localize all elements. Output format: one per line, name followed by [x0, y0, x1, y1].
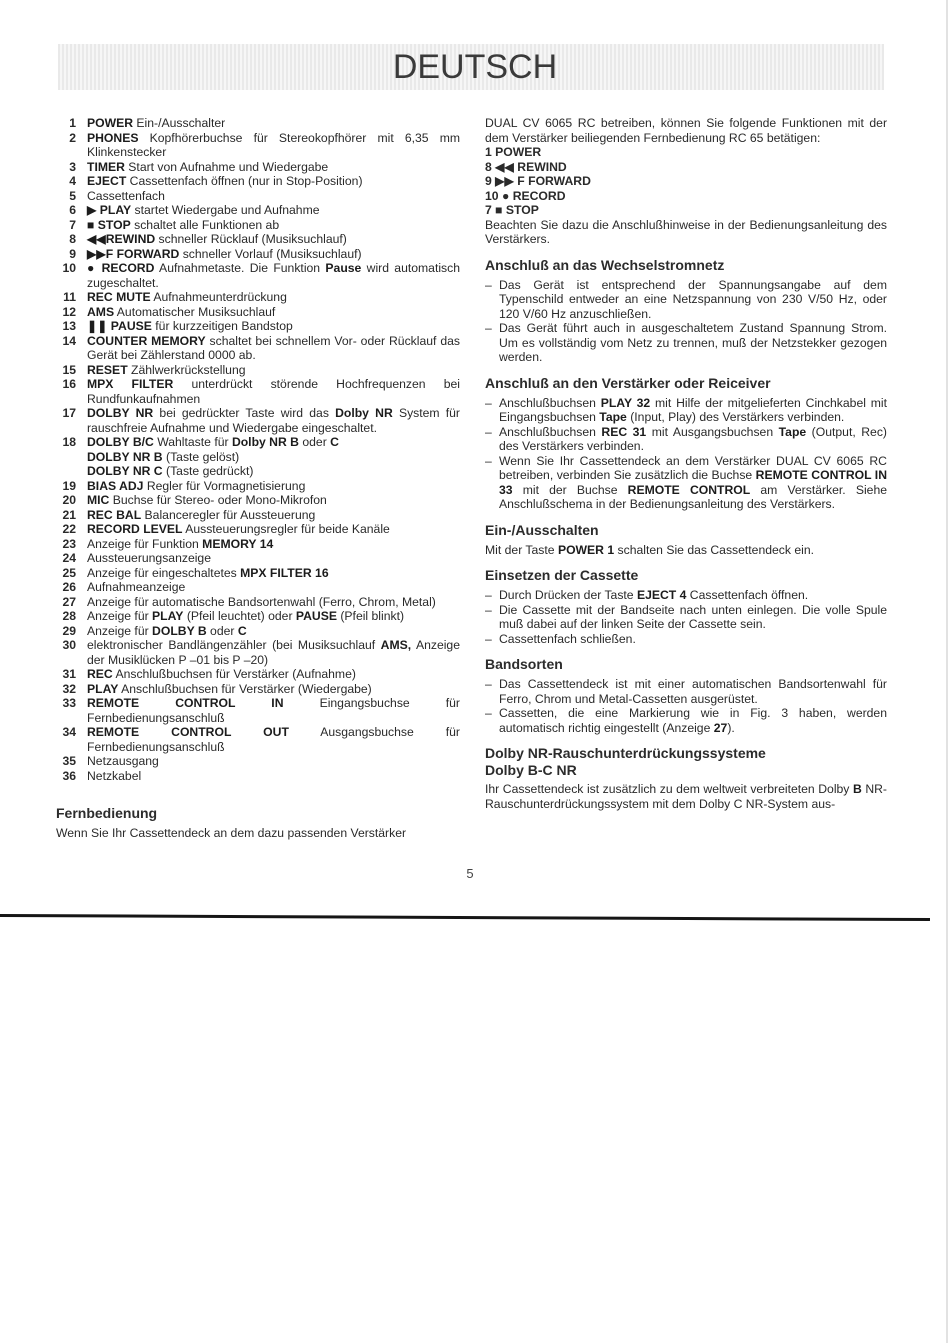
list-item [56, 334, 460, 363]
text-run: (Pfeil blinkt) [336, 609, 405, 623]
text-run: Anschlußbuchsen [499, 424, 602, 439]
bold-term: DOLBY B/C [87, 435, 154, 449]
text-run: Netzkabel [87, 768, 142, 783]
dash-marker: – [485, 395, 492, 410]
dash-marker: – [485, 677, 492, 691]
bold-term: 27 [713, 720, 728, 735]
text-run: Zählwerkrückstellung [127, 362, 246, 377]
bullet-text [499, 454, 887, 512]
list-item [56, 725, 460, 754]
item-number: 6 [69, 203, 76, 217]
item-number: 32 [62, 681, 76, 696]
item-number: 11 [63, 290, 76, 304]
text-run: (Pfeil leuchtet) oder [183, 609, 296, 623]
item-text [87, 174, 460, 189]
text-run: (Taste gedrückt) [162, 464, 254, 478]
bold-term: ▶ PLAY [87, 203, 132, 217]
page-title: DEUTSCH [392, 48, 558, 86]
item-number: 17 [62, 406, 76, 420]
bold-term: Pause [325, 261, 362, 275]
item-number: 26 [62, 580, 76, 594]
dolby-text [485, 782, 887, 811]
item-text [87, 305, 460, 320]
bold-term: Tape [599, 410, 627, 424]
list-item [56, 363, 460, 378]
list-item [56, 232, 460, 247]
item-number: 35 [62, 754, 76, 768]
text-run: Das Gerät ist entsprechend der Spannungsangabe auf dem Typenschild entweder an eine Netzspannung von 230 V/50 Hz, oder 120 V/60 Hz anzuschließen. [499, 277, 887, 321]
bold-term: MPX FILTER [87, 377, 174, 391]
item-number: 19 [62, 478, 76, 493]
list-item [56, 377, 460, 406]
text-run: Anschlußbuchsen [499, 395, 601, 410]
item-text [87, 203, 460, 218]
item-number: 1 [69, 116, 76, 130]
text-run: Anschlußbuchsen für Verstärker (Wiedergabe) [118, 681, 372, 696]
bold-term: PLAY [152, 609, 184, 623]
item-number: 30 [62, 638, 76, 652]
text-run: Anschlußbuchsen für Verstärker (Aufnahme) [112, 667, 356, 681]
dash-marker: – [485, 602, 492, 617]
text-run: Das Gerät führt auch in ausgeschaltetem Zustand Spannung Strom. Um es vollständig vom Netz zu trennen, muß der Netzstekker gezogen werden. [499, 321, 887, 364]
item-text [87, 479, 460, 494]
item-text [87, 522, 460, 537]
bullet-item [485, 396, 887, 425]
item-number: 27 [62, 594, 76, 609]
list-item [56, 551, 460, 566]
bold-term: REMOTE CONTROL IN 33 [499, 468, 887, 497]
item-number: 36 [62, 768, 76, 783]
bullet-text [499, 632, 887, 647]
text-run: für kurzzeitigen Bandstop [151, 319, 293, 333]
bullet-text [499, 706, 887, 735]
bold-term: PLAY [87, 681, 119, 696]
list-item [56, 595, 460, 610]
list-item [56, 160, 460, 175]
remote-function-list [485, 145, 887, 218]
item-number: 15 [62, 362, 76, 377]
text-run: elektronischer Bandlängenzähler (bei Musiksuchlauf [87, 638, 381, 652]
text-run: Ausgangsbuchse für Fernbedienungsanschluß [87, 725, 460, 754]
list-item [56, 131, 460, 160]
item-number: 25 [62, 565, 76, 580]
list-item [56, 609, 460, 624]
item-text [87, 247, 460, 262]
list-item [56, 566, 460, 581]
text-run: bei gedrückter Taste wird das [153, 406, 336, 420]
bullet-text [499, 396, 887, 425]
bold-term: RESET [87, 362, 128, 377]
right-sections [485, 257, 887, 736]
bold-term: Tape [778, 424, 807, 439]
right-column [485, 116, 887, 811]
item-text [87, 290, 460, 305]
page-edge [946, 0, 948, 1343]
item-number: 24 [62, 551, 76, 565]
item-number: 33 [62, 696, 76, 710]
item-text [87, 189, 460, 204]
list-item [56, 624, 460, 639]
remote-intro: DUAL CV 6065 RC betreiben, können Sie folgende Funktionen mit der dem Verstärker beiliegenden Fernbedienung RC 65 betätigen: [485, 116, 887, 145]
item-number [56, 450, 87, 465]
text-run: (Taste gelöst) [162, 449, 240, 464]
dash-marker: – [485, 277, 492, 292]
bullet-item [485, 425, 887, 454]
item-text [87, 131, 460, 160]
bold-term: PAUSE [295, 609, 337, 623]
bold-term: EJECT [87, 174, 127, 188]
list-item [56, 464, 460, 479]
item-number: 5 [69, 188, 76, 203]
text-run: Aufnahmeunterdrückung [150, 290, 287, 304]
list-item [56, 493, 460, 508]
item-text [87, 696, 460, 725]
bold-term: Dolby NR [335, 406, 393, 420]
bold-term: DOLBY NR [87, 406, 154, 420]
text-run: ). [727, 720, 735, 735]
dash-marker: – [485, 706, 492, 720]
bold-term: ● RECORD [87, 261, 155, 275]
item-text [87, 537, 460, 552]
bold-term: MEMORY 14 [202, 536, 274, 551]
text-run: Wenn Sie Ihr Cassettendeck an dem Verstärker DUAL CV 6065 RC betreiben, verbinden Sie zusätzlich die Buchse [499, 453, 887, 482]
text-run: Balanceregler für Aussteuerung [141, 507, 316, 522]
list-item [56, 638, 460, 667]
dash-marker: – [485, 321, 492, 335]
list-item [56, 580, 460, 595]
item-text [87, 450, 460, 465]
bold-term: C [330, 435, 339, 449]
page-number: 5 [466, 866, 474, 881]
bullet-text [499, 677, 887, 706]
bold-term: AMS [87, 304, 115, 319]
bold-term: REC BAL [87, 507, 142, 522]
section-subtitle-dolby: Dolby B-C NR [485, 762, 577, 778]
list-item [56, 116, 460, 131]
fernbedienung-text: Wenn Sie Ihr Cassettendeck an dem dazu passenden Verstärker [56, 826, 407, 840]
text-run: System für rauschfreie Aufnahme und Wiedergabe eingeschaltet. [87, 406, 460, 435]
item-text [87, 682, 460, 697]
text-run: Anzeige für automatische Bandsortenwahl (Ferro, Chrom, Metal) [87, 594, 436, 609]
list-item [56, 479, 460, 494]
text-run: Netzausgang [87, 754, 159, 768]
text-run: Regler für Vormagnetisierung [143, 478, 306, 493]
list-item [56, 435, 460, 450]
left-column [56, 116, 460, 841]
item-number: 4 [69, 174, 76, 188]
bold-term: MIC [87, 493, 110, 507]
text-run: Ihr Cassettendeck ist zusätzlich zu dem weltweit verbreiteten Dolby [485, 782, 853, 796]
control-list [56, 116, 460, 783]
section-title-dolby: Dolby NR-Rauschunterdrückungssysteme [485, 745, 766, 761]
bullet-text [499, 588, 887, 603]
bold-term: EJECT 4 [636, 588, 687, 602]
bullet-text [499, 603, 887, 632]
bold-term: BIAS ADJ [87, 478, 144, 493]
list-item [56, 682, 460, 697]
list-item [56, 319, 460, 334]
text-run: schaltet alle Funktionen ab [130, 217, 280, 232]
bold-term: ■ STOP [87, 217, 131, 232]
item-text [87, 334, 460, 363]
text-run: mit Hilfe der mitgelieferten Cinchkabel mit Eingangsbuchsen [499, 395, 887, 424]
list-item [56, 537, 460, 552]
bold-term: POWER 1 [557, 542, 615, 557]
item-number: 20 [62, 493, 76, 507]
remote-function: 1 POWER [485, 145, 542, 159]
bullet-item [485, 588, 887, 603]
text-run: schneller Rücklauf (Musiksuchlauf) [155, 232, 347, 246]
bold-term: RECORD LEVEL [87, 522, 183, 536]
text-run: Cassettenfach [87, 188, 165, 203]
text-run: Anzeige für [87, 623, 153, 638]
list-item [56, 174, 460, 189]
item-text [87, 218, 460, 233]
section-title: Anschluß an das Wechselstromnetz [485, 256, 725, 273]
section-title: Anschluß an den Verstärker oder Reiceiver [485, 374, 771, 391]
bullet-item [485, 632, 887, 647]
item-text [87, 595, 460, 610]
item-number: 8 [69, 232, 76, 246]
text-run: schalten Sie das Cassettendeck ein. [614, 542, 815, 557]
text-run: Automatischer Musiksuchlauf [114, 304, 276, 319]
text-run: (Output, Rec) des Verstärkers verbinden. [499, 424, 887, 453]
item-number: 16 [62, 377, 76, 391]
item-text [87, 160, 460, 175]
list-item [56, 203, 460, 218]
dash-marker: – [485, 453, 492, 468]
remote-function: 8 ◀◀ REWIND [485, 159, 567, 174]
text-run: Anzeige für Funktion [87, 536, 203, 551]
item-text [87, 754, 460, 769]
text-run: schneller Vorlauf (Musiksuchlauf) [179, 246, 362, 261]
bold-term: REMOTE CONTROL IN [87, 696, 284, 710]
bold-term: ▶▶F FORWARD [87, 246, 180, 261]
item-text [87, 377, 460, 406]
item-text [87, 769, 460, 784]
text-run: startet Wiedergabe und Aufnahme [131, 203, 320, 217]
bold-term: TIMER [87, 159, 125, 174]
bullet-item [485, 603, 887, 632]
bullet-item [485, 677, 887, 706]
bold-term: REMOTE CONTROL OUT [87, 725, 289, 739]
text-run: mit Ausgangsbuchsen [646, 424, 779, 439]
bullet-item [485, 278, 887, 322]
list-item [56, 769, 460, 784]
remote-note: Beachten Sie dazu die Anschlußhinweise in der Bedienungsanleitung des Verstärkers. [485, 217, 887, 246]
dash-marker: – [485, 588, 492, 602]
item-text [87, 624, 460, 639]
bold-term: REC [87, 667, 113, 681]
text-run: oder [298, 435, 331, 449]
text-run: oder [206, 623, 238, 638]
remote-function: 10 ● RECORD [485, 188, 566, 203]
section-title-fernbedienung: Fernbedienung [56, 805, 158, 821]
text-run: Aufnahmetaste. Die Funktion [154, 261, 326, 275]
text-run: Cassettenfach öffnen. [686, 588, 809, 602]
bullet-text [499, 321, 887, 365]
text-run: am Verstärker. Siehe Anschlußschema in der Bedienungsanleitung des Verstärkers. [499, 482, 888, 511]
bullet-text [499, 278, 887, 322]
item-text [87, 638, 460, 667]
item-text [87, 319, 460, 334]
list-item [56, 522, 460, 537]
list-item [56, 508, 460, 523]
list-item [56, 406, 460, 435]
text-run: wird automatisch zugeschaltet. [87, 261, 461, 290]
list-item [56, 290, 460, 305]
bottom-rule [0, 914, 930, 921]
list-item [56, 450, 460, 465]
bold-term: COUNTER MEMORY [87, 333, 206, 348]
text-run: Wahltaste für [153, 435, 232, 449]
bold-term: POWER [87, 116, 134, 130]
section-paragraph [485, 543, 887, 558]
remote-function: 9 ▶▶ F FORWARD [485, 174, 591, 188]
item-text [87, 566, 460, 581]
item-text [87, 464, 460, 479]
item-number: 7 [69, 217, 76, 232]
bold-term: ❚❚ PAUSE [87, 319, 152, 333]
item-number: 28 [62, 609, 76, 623]
item-number: 9 [69, 246, 76, 261]
list-item [56, 696, 460, 725]
text-run: Die Cassette mit der Bandseite nach unten einlegen. Die volle Spule muß dabei auf der linken Seite der Cassette sein. [499, 602, 887, 631]
item-number: 12 [62, 304, 76, 319]
item-number: 3 [69, 159, 76, 174]
item-number: 21 [62, 507, 76, 522]
item-text [87, 116, 460, 131]
item-number: 29 [62, 623, 76, 638]
section-title: Ein-/Ausschalten [485, 521, 599, 538]
item-text [87, 435, 460, 450]
bold-term: PLAY 32 [600, 395, 651, 410]
text-run: Aufnahmeanzeige [87, 580, 186, 594]
bold-term: PHONES [87, 130, 139, 145]
item-number: 34 [62, 725, 76, 739]
text-run: Cassettenfach schließen. [499, 631, 636, 646]
text-run: Anzeige für [87, 609, 153, 623]
item-number: 22 [62, 522, 76, 536]
item-text [87, 493, 460, 508]
text-run: NR-Rauschunterdrückungssystem mit dem Dolby C NR-System aus- [485, 782, 887, 811]
bold-term: DOLBY B [152, 623, 207, 638]
list-item [56, 247, 460, 262]
item-text [87, 580, 460, 595]
text-run: (Input, Play) des Verstärkers verbinden. [626, 410, 845, 424]
bullet-text [499, 425, 887, 454]
section-title: Einsetzen der Cassette [485, 567, 639, 583]
text-run: Ein-/Ausschalter [133, 116, 226, 130]
item-text [87, 551, 460, 566]
text-run: Das Cassettendeck ist mit einer automatischen Bandsortenwahl für Ferro, Chrom und Metal-Cassetten ausgerüstet. [499, 677, 887, 706]
item-text [87, 508, 460, 523]
bold-term: DOLBY NR B [87, 449, 163, 464]
list-item [56, 667, 460, 682]
text-run: Aussteuerungsregler für beide Kanäle [182, 522, 390, 536]
text-run: Buchse für Stereo- oder Mono-Mikrofon [109, 493, 327, 507]
bold-term: B [852, 782, 862, 796]
dash-marker: – [485, 424, 492, 439]
text-run: Eingangsbuchse für Fernbedienungsanschluß [87, 696, 460, 725]
bold-term: MPX FILTER 16 [240, 565, 329, 580]
text-run: Durch Drücken der Taste [499, 588, 637, 602]
list-item [56, 189, 460, 204]
text-run: Kopfhörerbuchse für Stereokopfhörer mit 6,35 mm Klinkenstecker [87, 130, 460, 159]
list-item [56, 218, 460, 233]
section-title: Bandsorten [485, 656, 563, 672]
item-text [87, 261, 460, 290]
item-number: 2 [69, 130, 76, 145]
text-run: Aussteuerungsanzeige [87, 551, 211, 565]
item-number: 13 [62, 319, 76, 333]
item-text [87, 363, 460, 378]
text-run: Cassetten, die eine Markierung wie in Fig. 3 haben, werden automatisch richtig eingestellt (Anzeige [499, 706, 887, 735]
item-number: 14 [62, 333, 76, 348]
text-run: Mit der Taste [485, 542, 558, 557]
remote-function: 7 ■ STOP [485, 203, 539, 217]
text-run: Anzeige der Musiklücken P –01 bis P –20) [87, 638, 460, 667]
bullet-item [485, 706, 887, 735]
bold-term: REC MUTE [87, 290, 151, 304]
bold-term: ◀◀REWIND [87, 232, 156, 246]
item-number: 10 [62, 261, 76, 275]
text-run: Cassettenfach öffnen (nur in Stop-Position) [126, 174, 363, 188]
item-number: 23 [62, 536, 76, 551]
list-item [56, 754, 460, 769]
text-run: unterdrückt störende Hochfrequenzen bei Rundfunkaufnahmen [87, 377, 460, 406]
list-item [56, 305, 460, 320]
item-text [87, 667, 460, 682]
text-run: Anzeige für eingeschaltetes [87, 565, 241, 580]
item-text [87, 406, 460, 435]
bullet-item [485, 321, 887, 365]
bold-term: REMOTE CONTROL [627, 482, 751, 497]
bullet-item [485, 454, 887, 512]
item-number: 31 [62, 667, 76, 681]
item-text [87, 609, 460, 624]
bold-term: C [237, 623, 247, 638]
bold-term: DOLBY NR C [87, 464, 163, 478]
bold-term: AMS, [380, 638, 412, 652]
bold-term: Dolby NR B [231, 435, 299, 449]
text-run: schaltet bei schnellem Vor- oder Rücklauf das Gerät bei Zählerstand 0000 ab. [87, 333, 460, 362]
list-item [56, 261, 460, 290]
item-text [87, 232, 460, 247]
item-text [87, 725, 460, 754]
bold-term: REC 31 [601, 424, 647, 439]
dash-marker: – [485, 631, 492, 646]
text-run: mit der Buchse [512, 482, 628, 497]
item-number [56, 464, 87, 479]
item-number: 18 [62, 435, 76, 449]
text-run: Start von Aufnahme und Wiedergabe [124, 159, 329, 174]
